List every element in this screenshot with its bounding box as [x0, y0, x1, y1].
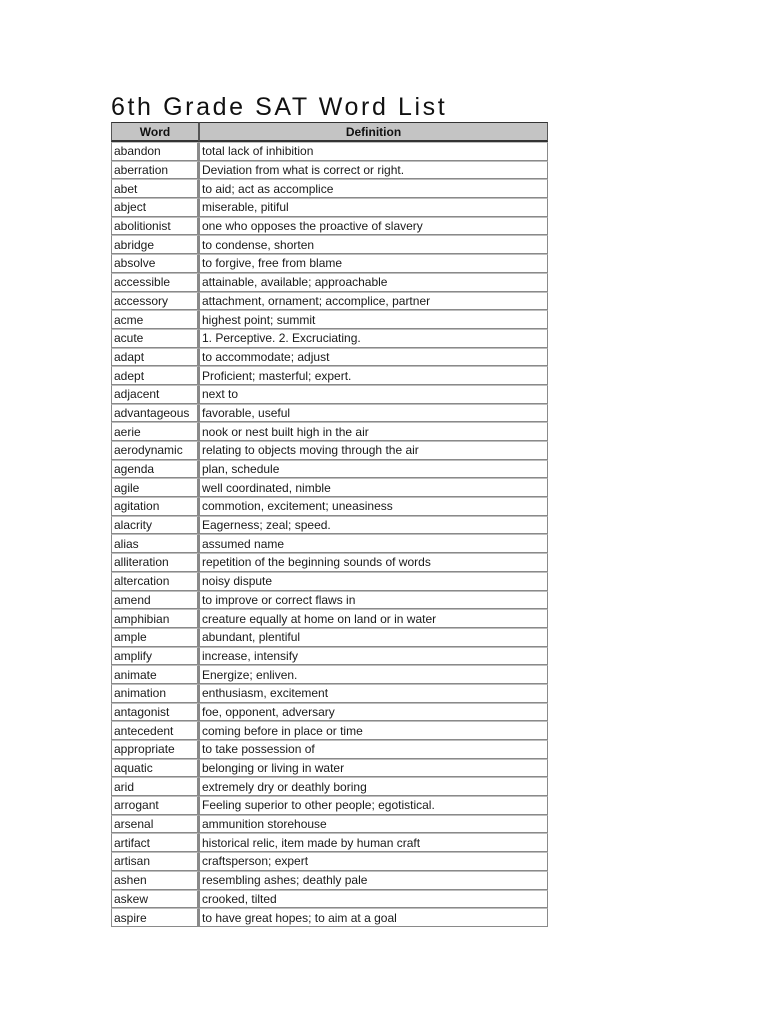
table-row	[111, 235, 548, 254]
table-row	[111, 721, 548, 740]
column-header-word: Word	[111, 122, 199, 142]
word-cell: abandon	[111, 142, 199, 161]
table-row	[111, 665, 548, 684]
table-row	[111, 142, 548, 161]
word-cell: ashen	[111, 871, 199, 890]
word-cell: acme	[111, 310, 199, 329]
definition-cell: 1. Perceptive. 2. Excruciating.	[199, 329, 548, 348]
table-row	[111, 217, 548, 236]
table-row	[111, 591, 548, 610]
definition-cell: Feeling superior to other people; egotistical.	[199, 796, 548, 815]
word-cell: aerodynamic	[111, 441, 199, 460]
table-row	[111, 777, 548, 796]
table-row	[111, 684, 548, 703]
word-cell: alacrity	[111, 516, 199, 535]
table-row	[111, 908, 548, 927]
definition-cell: Eagerness; zeal; speed.	[199, 516, 548, 535]
definition-cell: noisy dispute	[199, 572, 548, 591]
word-cell: artifact	[111, 833, 199, 852]
word-cell: animate	[111, 665, 199, 684]
word-cell: adjacent	[111, 385, 199, 404]
word-cell: appropriate	[111, 740, 199, 759]
word-cell: advantageous	[111, 404, 199, 423]
table-row	[111, 329, 548, 348]
definition-cell: to improve or correct flaws in	[199, 591, 548, 610]
table-row	[111, 366, 548, 385]
definition-cell: favorable, useful	[199, 404, 548, 423]
definition-cell: commotion, excitement; uneasiness	[199, 497, 548, 516]
word-list-table	[111, 122, 548, 927]
definition-cell: assumed name	[199, 534, 548, 553]
definition-cell: to forgive, free from blame	[199, 254, 548, 273]
table-row	[111, 890, 548, 909]
definition-cell: Deviation from what is correct or right.	[199, 161, 548, 180]
definition-cell: creature equally at home on land or in water	[199, 609, 548, 628]
definition-cell: repetition of the beginning sounds of words	[199, 553, 548, 572]
table-row	[111, 385, 548, 404]
table-row	[111, 871, 548, 890]
word-cell: abet	[111, 179, 199, 198]
table-row	[111, 572, 548, 591]
word-cell: agitation	[111, 497, 199, 516]
definition-cell: well coordinated, nimble	[199, 478, 548, 497]
table-row	[111, 273, 548, 292]
definition-cell: crooked, tilted	[199, 890, 548, 909]
definition-cell: increase, intensify	[199, 647, 548, 666]
word-cell: aberration	[111, 161, 199, 180]
table-row	[111, 534, 548, 553]
word-cell: antagonist	[111, 703, 199, 722]
definition-cell: extremely dry or deathly boring	[199, 777, 548, 796]
word-cell: amplify	[111, 647, 199, 666]
word-cell: ample	[111, 628, 199, 647]
table-row	[111, 404, 548, 423]
word-cell: askew	[111, 890, 199, 909]
table-row	[111, 740, 548, 759]
table-row	[111, 460, 548, 479]
table-row	[111, 815, 548, 834]
definition-cell: miserable, pitiful	[199, 198, 548, 217]
word-cell: aerie	[111, 422, 199, 441]
definition-cell: belonging or living in water	[199, 759, 548, 778]
definition-cell: to aid; act as accomplice	[199, 179, 548, 198]
table-row	[111, 516, 548, 535]
word-cell: amphibian	[111, 609, 199, 628]
word-cell: agile	[111, 478, 199, 497]
word-cell: antecedent	[111, 721, 199, 740]
definition-cell: coming before in place or time	[199, 721, 548, 740]
table-row	[111, 310, 548, 329]
definition-cell: to take possession of	[199, 740, 548, 759]
word-cell: amend	[111, 591, 199, 610]
definition-cell: to condense, shorten	[199, 235, 548, 254]
table-row	[111, 852, 548, 871]
table-row	[111, 703, 548, 722]
definition-cell: to accommodate; adjust	[199, 348, 548, 367]
word-cell: abject	[111, 198, 199, 217]
table-row	[111, 628, 548, 647]
word-cell: animation	[111, 684, 199, 703]
definition-cell: attainable, available; approachable	[199, 273, 548, 292]
table-row	[111, 609, 548, 628]
definition-cell: Proficient; masterful; expert.	[199, 366, 548, 385]
definition-cell: highest point; summit	[199, 310, 548, 329]
word-cell: accessible	[111, 273, 199, 292]
definition-cell: craftsperson; expert	[199, 852, 548, 871]
definition-cell: next to	[199, 385, 548, 404]
definition-cell: historical relic, item made by human craft	[199, 833, 548, 852]
table-row	[111, 796, 548, 815]
word-cell: adapt	[111, 348, 199, 367]
word-cell: artisan	[111, 852, 199, 871]
word-cell: absolve	[111, 254, 199, 273]
table-row	[111, 292, 548, 311]
table-row	[111, 254, 548, 273]
table-row	[111, 198, 548, 217]
table-row	[111, 759, 548, 778]
definition-cell: one who opposes the proactive of slavery	[199, 217, 548, 236]
page-title: 6th Grade SAT Word List	[111, 93, 448, 121]
definition-cell: abundant, plentiful	[199, 628, 548, 647]
word-cell: aspire	[111, 908, 199, 927]
table-row	[111, 553, 548, 572]
definition-cell: ammunition storehouse	[199, 815, 548, 834]
table-row	[111, 348, 548, 367]
word-cell: arsenal	[111, 815, 199, 834]
word-cell: abolitionist	[111, 217, 199, 236]
definition-cell: enthusiasm, excitement	[199, 684, 548, 703]
word-cell: abridge	[111, 235, 199, 254]
word-cell: alliteration	[111, 553, 199, 572]
word-cell: accessory	[111, 292, 199, 311]
table-row	[111, 497, 548, 516]
table-header-row	[111, 122, 548, 142]
table-row	[111, 179, 548, 198]
definition-cell: relating to objects moving through the air	[199, 441, 548, 460]
word-cell: aquatic	[111, 759, 199, 778]
table-row	[111, 647, 548, 666]
word-cell: altercation	[111, 572, 199, 591]
definition-cell: to have great hopes; to aim at a goal	[199, 908, 548, 927]
definition-cell: nook or nest built high in the air	[199, 422, 548, 441]
word-cell: agenda	[111, 460, 199, 479]
word-cell: alias	[111, 534, 199, 553]
table-row	[111, 478, 548, 497]
definition-cell: foe, opponent, adversary	[199, 703, 548, 722]
table-row	[111, 441, 548, 460]
table-row	[111, 833, 548, 852]
word-cell: arid	[111, 777, 199, 796]
word-cell: adept	[111, 366, 199, 385]
column-header-definition: Definition	[199, 122, 548, 142]
definition-cell: plan, schedule	[199, 460, 548, 479]
word-cell: acute	[111, 329, 199, 348]
definition-cell: total lack of inhibition	[199, 142, 548, 161]
table-body	[111, 142, 548, 927]
definition-cell: Energize; enliven.	[199, 665, 548, 684]
table-row	[111, 422, 548, 441]
word-cell: arrogant	[111, 796, 199, 815]
definition-cell: attachment, ornament; accomplice, partner	[199, 292, 548, 311]
table-row	[111, 161, 548, 180]
definition-cell: resembling ashes; deathly pale	[199, 871, 548, 890]
